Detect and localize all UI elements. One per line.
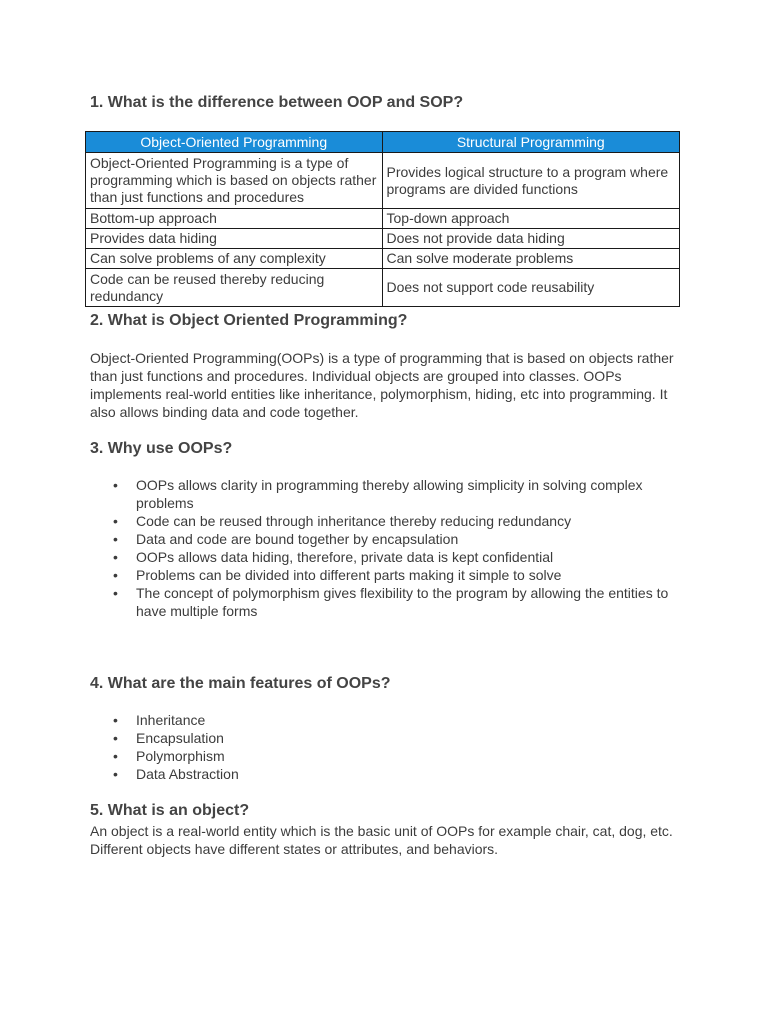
list-item — [110, 747, 670, 765]
bullet-icon: • — [113, 531, 118, 547]
list-item — [110, 530, 670, 548]
table-cell: Code can be reused thereby reducing redundancy — [86, 269, 383, 307]
q3-heading: 3. Why use OOPs? — [90, 440, 233, 457]
list-item — [110, 548, 670, 566]
table-cell: Object-Oriented Programming is a type of programming which is based on objects rather than just functions and procedures — [86, 153, 383, 209]
list-item — [110, 729, 670, 747]
table-cell: Provides data hiding — [86, 229, 383, 249]
list-item-text: OOPs allows clarity in programming thereby allowing simplicity in solving complex problems — [136, 477, 643, 511]
bullet-icon: • — [113, 585, 118, 601]
list-item — [110, 765, 670, 783]
q4-list — [110, 711, 670, 783]
q3-list — [110, 476, 670, 620]
list-item — [110, 711, 670, 729]
table-cell: Top-down approach — [382, 209, 680, 229]
oop-vs-sop-table — [85, 131, 680, 307]
list-item — [110, 584, 670, 620]
bullet-icon: • — [113, 549, 118, 565]
table-row — [86, 249, 680, 269]
table-row — [86, 269, 680, 307]
bullet-icon: • — [113, 477, 118, 493]
bullet-icon: • — [113, 766, 118, 782]
list-item — [110, 476, 670, 512]
q1-heading: 1. What is the difference between OOP and SOP? — [90, 94, 464, 111]
list-item-text: Polymorphism — [136, 748, 225, 764]
list-item-text: The concept of polymorphism gives flexibility to the program by allowing the entities to have multiple forms — [136, 585, 669, 619]
table-cell: Provides logical structure to a program where programs are divided functions — [382, 153, 680, 209]
q2-heading: 2. What is Object Oriented Programming? — [90, 312, 408, 329]
table-cell: Bottom-up approach — [86, 209, 383, 229]
q5-heading: 5. What is an object? — [90, 802, 250, 819]
list-item — [110, 512, 670, 530]
bullet-icon: • — [113, 712, 118, 728]
bullet-icon: • — [113, 567, 118, 583]
table-row — [86, 209, 680, 229]
bullet-icon: • — [113, 730, 118, 746]
q5-body: An object is a real-world entity which is the basic unit of OOPs for example chair, cat, dog, etc. Different objects have different states or attributes, and behaviors. — [90, 823, 673, 857]
q4-heading: 4. What are the main features of OOPs? — [90, 675, 391, 692]
list-item-text: Code can be reused through inheritance thereby reducing redundancy — [136, 513, 572, 529]
table-header-oop: Object-Oriented Programming — [86, 132, 383, 153]
table-row — [86, 153, 680, 209]
list-item-text: Data Abstraction — [136, 766, 239, 782]
table-cell: Does not support code reusability — [382, 269, 680, 307]
table-row — [86, 229, 680, 249]
table-header-row — [86, 132, 680, 153]
table-cell: Does not provide data hiding — [382, 229, 680, 249]
list-item-text: Encapsulation — [136, 730, 224, 746]
list-item-text: Inheritance — [136, 712, 206, 728]
bullet-icon: • — [113, 513, 118, 529]
list-item — [110, 566, 670, 584]
table-header-sop: Structural Programming — [382, 132, 680, 153]
list-item-text: OOPs allows data hiding, therefore, private data is kept confidential — [136, 549, 554, 565]
list-item-text: Problems can be divided into different parts making it simple to solve — [136, 567, 562, 583]
q2-body: Object-Oriented Programming(OOPs) is a type of programming that is based on objects rather than just functions and procedures. Individual objects are grouped into classes. OOPs implements real-world entities like inheritance, polymorphism, hiding, etc into programming. It also allows binding data and code together. — [90, 350, 674, 420]
list-item-text: Data and code are bound together by encapsulation — [136, 531, 459, 547]
table-cell: Can solve problems of any complexity — [86, 249, 383, 269]
bullet-icon: • — [113, 748, 118, 764]
table-cell: Can solve moderate problems — [382, 249, 680, 269]
